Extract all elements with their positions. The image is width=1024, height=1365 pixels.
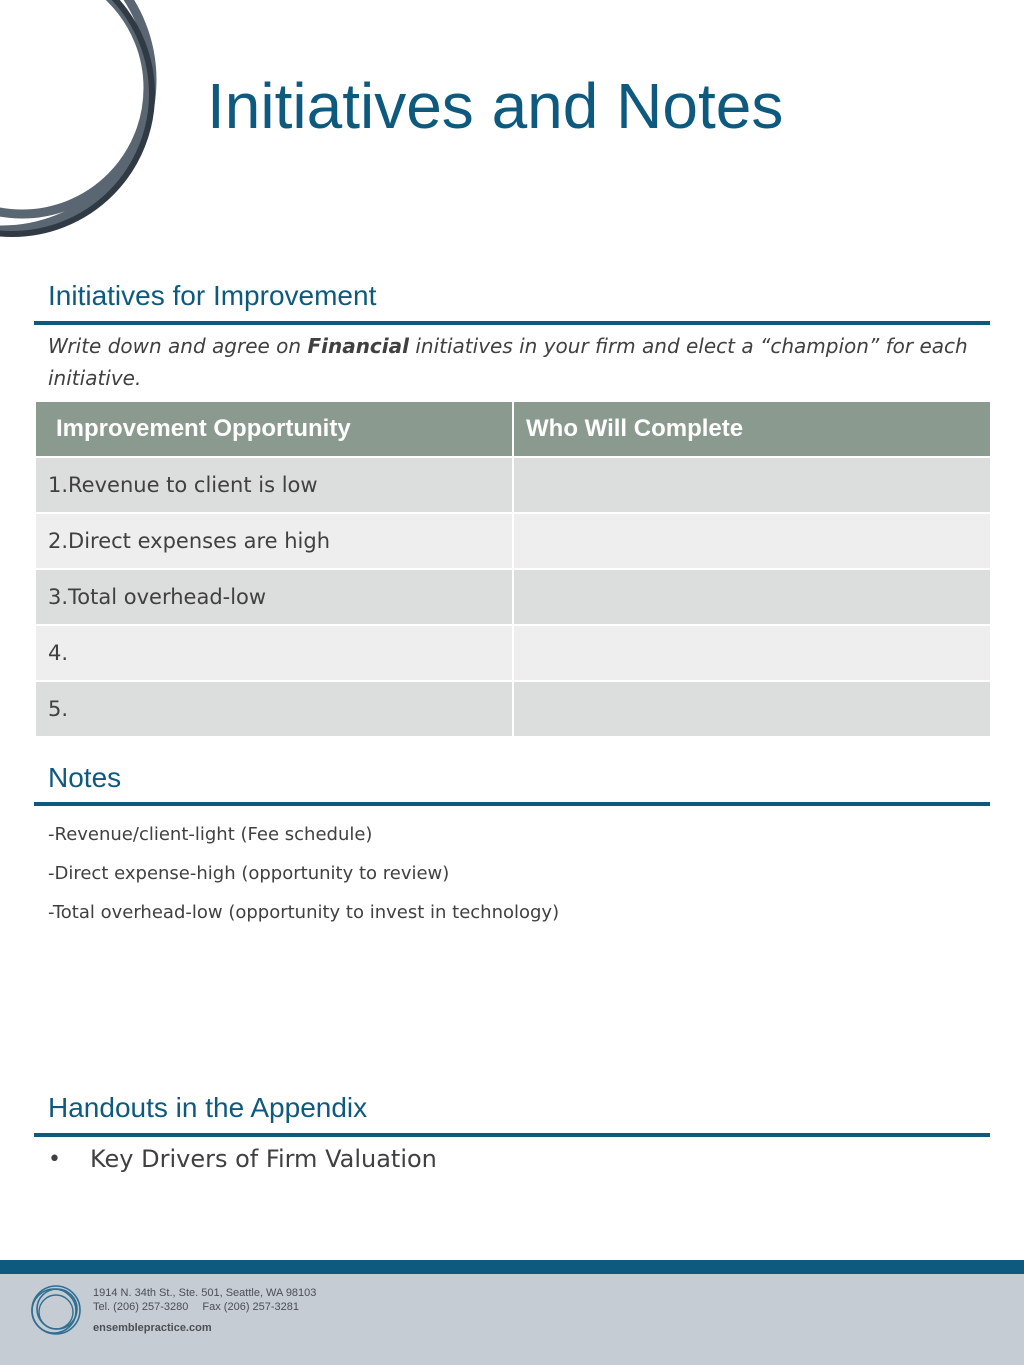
handout-item-label: Key Drivers of Firm Valuation	[90, 1145, 437, 1173]
decorative-rings-logo	[0, 0, 190, 250]
note-item: -Total overhead-low (opportunity to invest in technology)	[48, 902, 560, 923]
handout-item	[48, 1140, 437, 1178]
ensemble-logo-icon	[26, 1280, 86, 1340]
opportunity-cell[interactable]: 2.Direct expenses are high	[35, 513, 513, 569]
footer	[0, 1274, 1024, 1365]
bullet-icon: •	[48, 1146, 61, 1172]
initiatives-heading: Initiatives for Improvement	[48, 280, 377, 311]
handouts-rule	[34, 1133, 990, 1137]
table-row	[35, 457, 991, 513]
table-row	[35, 681, 991, 737]
footer-website-link[interactable]: ensemblepractice.com	[93, 1322, 212, 1334]
who-cell[interactable]	[513, 681, 991, 737]
notes-rule	[34, 802, 990, 806]
initiatives-table	[34, 400, 992, 738]
notes-heading: Notes	[48, 762, 122, 793]
footer-fax: Fax (206) 257-3281	[202, 1301, 300, 1313]
table-row	[35, 625, 991, 681]
opportunity-cell[interactable]: 3.Total overhead-low	[35, 569, 513, 625]
opportunity-cell[interactable]: 1.Revenue to client is low	[35, 457, 513, 513]
note-item: -Revenue/client-light (Fee schedule)	[48, 824, 373, 845]
who-cell[interactable]	[513, 513, 991, 569]
note-item: -Direct expense-high (opportunity to review)	[48, 863, 450, 884]
column-header-opportunity: Improvement Opportunity	[35, 401, 513, 457]
who-cell[interactable]	[513, 625, 991, 681]
opportunity-cell[interactable]: 4.	[35, 625, 513, 681]
handouts-list	[48, 1140, 437, 1178]
footer-contact	[93, 1286, 316, 1335]
footer-phone: Tel. (206) 257-3280	[93, 1301, 189, 1313]
instructions-emphasis: Financial	[307, 334, 409, 358]
who-cell[interactable]	[513, 457, 991, 513]
initiatives-rule	[34, 321, 990, 325]
instructions-text	[48, 330, 978, 394]
handouts-heading: Handouts in the Appendix	[48, 1092, 368, 1123]
column-header-who: Who Will Complete	[513, 401, 991, 457]
page-title: Initiatives and Notes	[207, 70, 784, 142]
opportunity-cell[interactable]: 5.	[35, 681, 513, 737]
table-row	[35, 513, 991, 569]
table-header-row	[35, 401, 991, 457]
instructions-after: initiatives in your firm and elect a “champion” for each initiative.	[48, 334, 968, 390]
instructions-before: Write down and agree on	[48, 334, 308, 358]
footer-band	[0, 1260, 1024, 1274]
notes-list	[48, 820, 559, 937]
footer-address: 1914 N. 34th St., Ste. 501, Seattle, WA 98103	[93, 1287, 317, 1299]
who-cell[interactable]	[513, 569, 991, 625]
table-row	[35, 569, 991, 625]
